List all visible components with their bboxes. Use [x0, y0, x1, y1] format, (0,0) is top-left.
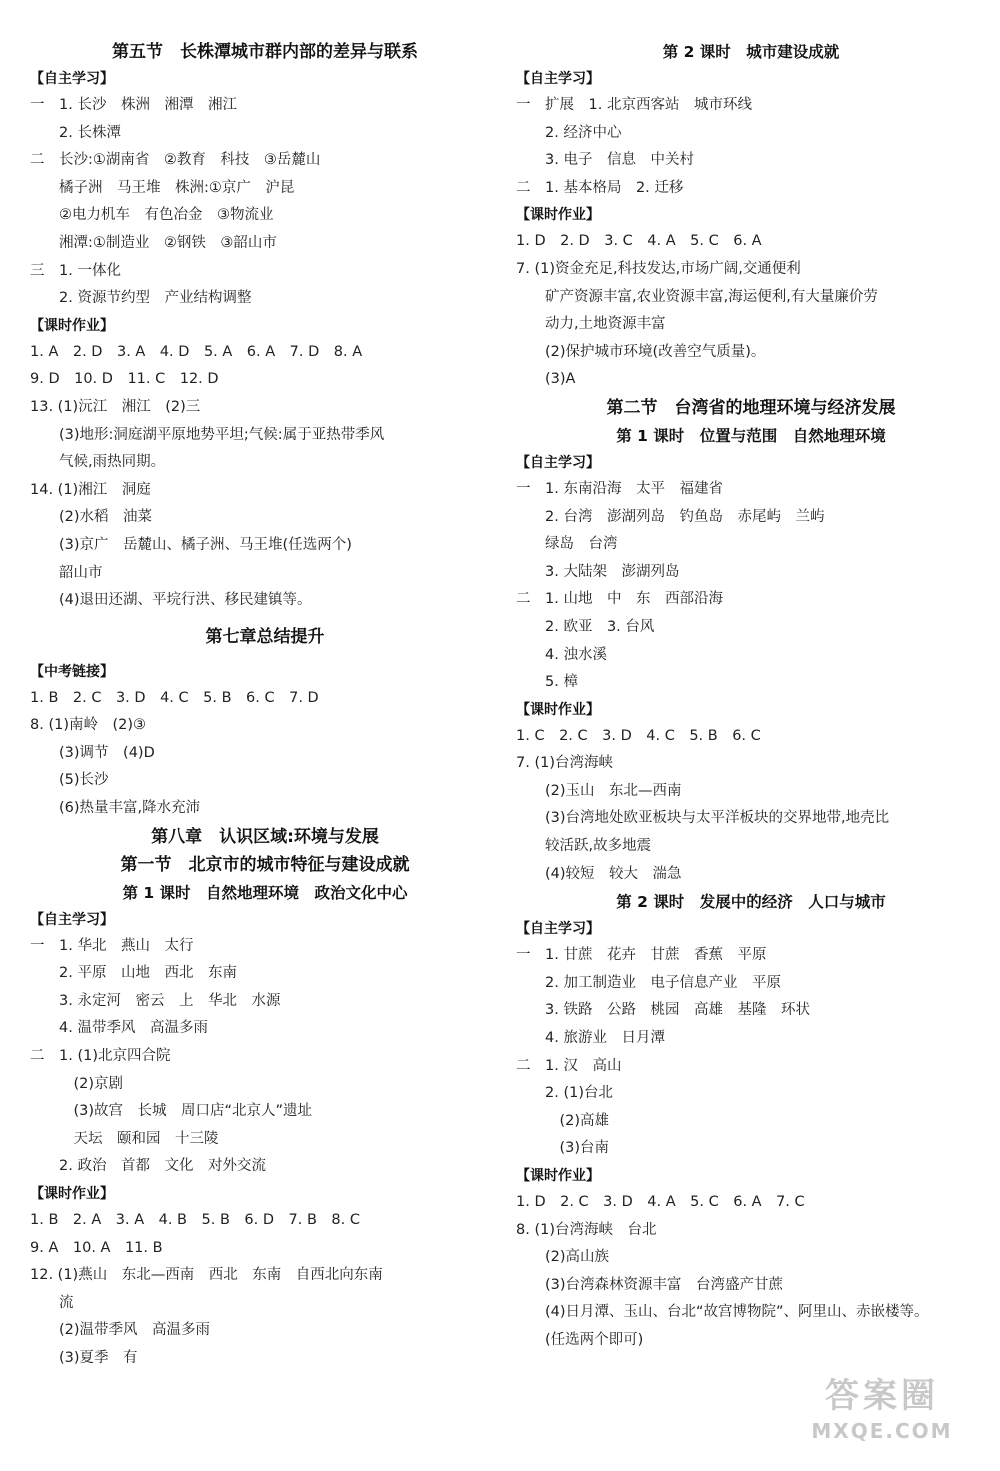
answer-line: 1. B 2. C 3. D 4. C 5. B 6. C 7. D [30, 689, 319, 706]
answer-line: 1. A 2. D 3. A 4. D 5. A 6. A 7. D 8. A [30, 343, 363, 360]
homework-label: 【课时作业】 [516, 701, 600, 718]
answer-line: 天坛 颐和园 十三陵 [30, 1130, 219, 1147]
answer-line: 2. 长株潭 [30, 124, 121, 141]
section-title: 第二节 台湾省的地理环境与经济发展 [606, 397, 896, 418]
answer-line: 7. (1)台湾海峡 [516, 755, 613, 772]
answer-line: 1. C 2. C 3. D 4. C 5. B 6. C [516, 727, 761, 744]
answer-lines [30, 339, 500, 615]
answer-line: 3. 大陆架 澎湖列岛 [516, 563, 680, 580]
answer-line: 4. 旅游业 日月潭 [516, 1030, 665, 1047]
answer-line: 2. 经济中心 [516, 124, 622, 141]
answer-line: 3. 永定河 密云 上 华北 水源 [30, 992, 281, 1009]
self-study-label: 【自主学习】 [30, 71, 114, 87]
answer-line: 绿岛 台湾 [516, 536, 618, 553]
homework-label: 【课时作业】 [30, 1186, 114, 1202]
answer-line: 一 1. 华北 燕山 太行 [30, 937, 194, 954]
answer-lines [516, 228, 986, 394]
answer-lines [30, 1207, 500, 1373]
chapter-summary-title: 第七章总结提升 [205, 626, 325, 647]
answer-lines [516, 476, 986, 697]
homework-label: 【课时作业】 [516, 1168, 600, 1184]
lesson-title: 第 2 课时 城市建设成就 [662, 43, 840, 61]
answer-lines [516, 723, 986, 889]
answer-line: 3. 铁路 公路 桃园 高雄 基隆 环状 [516, 1002, 810, 1019]
answer-line: 一 1. 长沙 株洲 湘潭 湘江 [30, 97, 237, 113]
answer-line: 2. 加工制造业 电子信息产业 平原 [516, 974, 781, 991]
homework-label: 【课时作业】 [30, 317, 114, 334]
answer-line: 12. (1)燕山 东北—西南 西北 东南 自西北向东南 [30, 1267, 383, 1284]
answer-line: 1. B 2. A 3. A 4. B 5. B 6. D 7. B 8. C [30, 1212, 360, 1228]
answer-lines [516, 942, 986, 1163]
answer-line: 4. 温带季风 高温多雨 [30, 1020, 208, 1037]
answer-line: 2. 平原 山地 西北 东南 [30, 965, 237, 982]
watermark-logo-text: 答案圈 [825, 1376, 939, 1416]
answer-line: 14. (1)湘江 洞庭 [30, 481, 151, 498]
answer-lines [30, 92, 500, 313]
answer-line: 较活跃,故多地震 [516, 838, 652, 855]
exam-link-label: 【中考链接】 [30, 663, 114, 680]
answer-lines [516, 92, 986, 202]
answer-line: 1. D 2. C 3. D 4. A 5. C 6. A 7. C [516, 1194, 805, 1210]
chapter-title: 第八章 认识区域:环境与发展 [151, 826, 379, 847]
answer-line: (3)故宫 长城 周口店“北京人”遗址 [30, 1103, 313, 1120]
answer-line: 一 1. 甘蔗 花卉 甘蔗 香蕉 平原 [516, 947, 767, 964]
answer-line: (5)长沙 [30, 772, 109, 789]
answer-line: (4)日月潭、玉山、台北“故宫博物院”、阿里山、赤嵌楼等。 [516, 1304, 929, 1321]
answer-line: (3)夏季 有 [30, 1349, 138, 1366]
answer-line: (2)水稻 油菜 [30, 509, 153, 526]
lesson-title: 第 1 课时 自然地理环境 政治文化中心 [122, 883, 408, 902]
lesson-title: 第 2 课时 发展中的经济 人口与城市 [616, 893, 886, 912]
answer-line: 2. 政治 首都 文化 对外交流 [30, 1158, 266, 1175]
answer-line: ②电力机车 有色冶金 ③物流业 [30, 207, 274, 224]
section-title: 第五节 长株潭城市群内部的差异与联系 [112, 42, 418, 62]
answer-line: 二 1. 汉 高山 [516, 1057, 622, 1074]
answer-line: (2)高雄 [516, 1112, 610, 1129]
answer-line: (3)调节 (4)D [30, 744, 155, 761]
answer-line: (3)台南 [516, 1140, 610, 1157]
answer-line: (3)台湾地处欧亚板块与太平洋板块的交界地带,地壳比 [516, 810, 890, 827]
right-column [516, 38, 986, 1355]
answer-line: 7. (1)资金充足,科技发达,市场广阔,交通便利 [516, 260, 801, 277]
answer-line: 一 扩展 1. 北京西客站 城市环线 [516, 97, 752, 113]
answer-line: 8. (1)南岭 (2)③ [30, 717, 147, 734]
answer-line: (4)较短 较大 湍急 [516, 865, 682, 882]
answer-line: (2)保护城市环境(改善空气质量)。 [516, 343, 766, 360]
answer-line: 5. 樟 [516, 674, 578, 691]
answer-line: 8. (1)台湾海峡 台北 [516, 1221, 657, 1238]
answer-line: 流 [30, 1294, 74, 1311]
answer-line: 2. 台湾 澎湖列岛 钓鱼岛 赤尾屿 兰屿 [516, 508, 825, 525]
self-study-label: 【自主学习】 [516, 71, 600, 87]
answer-line: 二 1. (1)北京四合院 [30, 1048, 171, 1065]
answer-line: (6)热量丰富,降水充沛 [30, 800, 201, 817]
answer-line: 二 1. 基本格局 2. 迁移 [516, 179, 684, 196]
answer-line: 三 1. 一体化 [30, 262, 121, 279]
answer-lines [30, 685, 500, 823]
answer-line: (3)京广 岳麓山、橘子洲、马王堆(任选两个) [30, 536, 352, 553]
answer-line: (2)玉山 东北—西南 [516, 782, 682, 799]
answer-line: 3. 电子 信息 中关村 [516, 152, 694, 169]
answer-line: 矿产资源丰富,农业资源丰富,海运便利,有大量廉价劳 [516, 288, 878, 305]
answer-line: 气候,雨热同期。 [30, 454, 166, 471]
answer-line: (3)A [516, 371, 576, 388]
left-column [30, 38, 500, 1373]
answer-line: 9. D 10. D 11. C 12. D [30, 371, 219, 388]
answer-line: 橘子洲 马王堆 株洲:①京广 沪昆 [30, 179, 295, 196]
answer-line: 一 1. 东南沿海 太平 福建省 [516, 480, 723, 497]
answer-line: 4. 浊水溪 [516, 646, 607, 663]
answer-line: (4)退田还湖、平垸行洪、移民建镇等。 [30, 592, 312, 609]
answer-line: 二 1. 山地 中 东 西部沿海 [516, 591, 723, 608]
watermark-site-text: MXQE.COM [811, 1419, 953, 1443]
answer-line: 二 长沙:①湖南省 ②教育 科技 ③岳麓山 [30, 152, 321, 169]
lesson-title: 第 1 课时 位置与范围 自然地理环境 [616, 426, 886, 445]
answer-lines [516, 1189, 986, 1355]
answer-line: 动力,土地资源丰富 [516, 316, 666, 333]
watermark-logo [782, 1373, 982, 1463]
answer-line: (2)京剧 [30, 1075, 124, 1092]
self-study-label: 【自主学习】 [516, 454, 600, 471]
answer-line: 湘潭:①制造业 ②钢铁 ③韶山市 [30, 234, 277, 251]
self-study-label: 【自主学习】 [30, 911, 114, 928]
answer-line: 2. 欧亚 3. 台风 [516, 618, 655, 635]
answer-line: (3)台湾森林资源丰富 台湾盛产甘蔗 [516, 1276, 784, 1293]
answer-line: 13. (1)沅江 湘江 (2)三 [30, 398, 201, 415]
answer-line: 韶山市 [30, 564, 103, 581]
answer-line: (2)高山族 [516, 1249, 610, 1266]
answer-line: (任选两个即可) [516, 1331, 644, 1348]
answer-line: (2)温带季风 高温多雨 [30, 1322, 211, 1339]
answer-line: 2. (1)台北 [516, 1085, 613, 1102]
answer-line: 1. D 2. D 3. C 4. A 5. C 6. A [516, 233, 762, 250]
answer-line: (3)地形:洞庭湖平原地势平坦;气候:属于亚热带季风 [30, 426, 385, 443]
homework-label: 【课时作业】 [516, 207, 600, 224]
self-study-label: 【自主学习】 [516, 921, 600, 938]
answer-lines [30, 933, 500, 1181]
answer-line: 2. 资源节约型 产业结构调整 [30, 290, 252, 307]
section-title: 第一节 北京市的城市特征与建设成就 [120, 854, 410, 875]
answer-line: 9. A 10. A 11. B [30, 1239, 163, 1256]
